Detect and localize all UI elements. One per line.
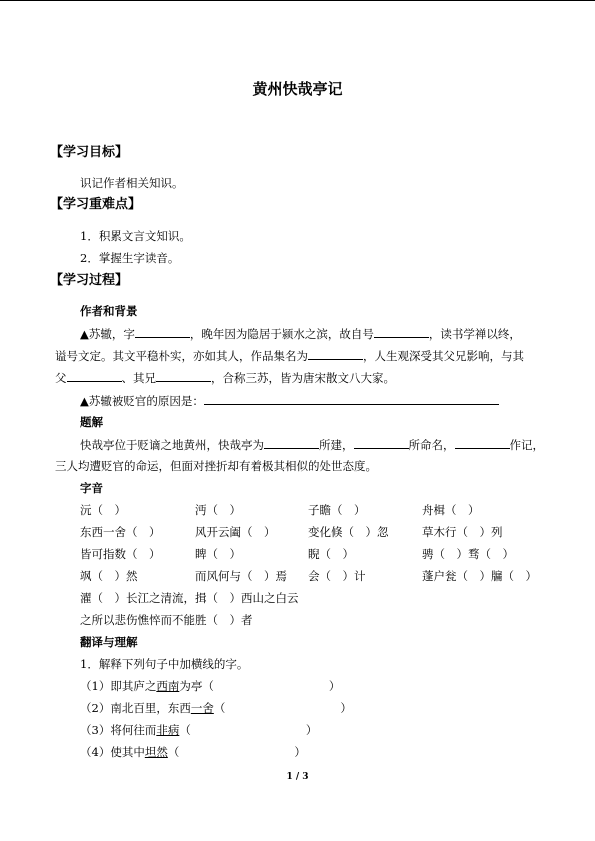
pronunciation-item: 睨（ ） (308, 547, 354, 561)
fill-blank-namer[interactable] (354, 437, 409, 449)
answer-bracket: （ ） (179, 723, 318, 737)
author-paragraph-line-1 (80, 326, 521, 341)
pronunciation-line-5: 濯（ ）长江之清流，揖（ ）西山之白云 (80, 591, 299, 605)
pronunciation-item: 东西一舍（ ） (80, 525, 161, 539)
author-background-heading: 作者和背景 (80, 304, 138, 318)
objectives-heading: 【学习目标】 (50, 145, 129, 160)
translation-question-1: 1．解释下列句子中加横线的字。 (80, 657, 249, 671)
underlined-word: 一舍 (190, 701, 214, 715)
translation-item-2 (80, 701, 352, 715)
pronunciation-item: 变化倏（ ）忽 (308, 525, 389, 539)
author-paragraph-line-3 (55, 370, 395, 385)
key-point-2: 2．掌握生字读音。 (80, 251, 180, 265)
pronunciation-item: 沅（ ） (80, 503, 126, 517)
page-top-border (0, 0, 595, 1)
text-segment: （3）将何往而 (80, 723, 157, 737)
explanation-heading: 题解 (80, 415, 103, 429)
process-heading: 【学习过程】 (50, 273, 129, 288)
text-segment: ，晚年因为隐居于颍水之滨，故自号 (189, 327, 374, 341)
text-segment: ，人生观深受其父兄影响，与其 (363, 349, 524, 363)
explanation-line-2: 三人均遭贬官的命运，但面对挫折却有着极其相似的处世态度。 (55, 459, 377, 473)
translation-item-3 (80, 723, 317, 737)
fill-blank-collection-name[interactable] (308, 348, 363, 360)
fill-blank-builder[interactable] (264, 437, 319, 449)
text-segment: 谥号文定。其文平稳朴实，亦如其人，作品集名为 (55, 349, 308, 363)
translation-item-4 (80, 745, 306, 759)
fill-blank-brother[interactable] (156, 370, 211, 382)
fill-blank-courtesy-name[interactable] (135, 326, 190, 338)
page-number: 1 / 3 (286, 772, 309, 782)
pronunciation-row-1 (80, 503, 560, 517)
underlined-word: 非病 (156, 723, 180, 737)
pronunciation-item: 皆可指数（ ） (80, 547, 161, 561)
pronunciation-item: 飒（ ）然 (80, 569, 138, 583)
text-segment: （4）使其中 (80, 745, 145, 759)
text-segment: ，读书学禅以终， (428, 327, 521, 341)
pronunciation-item: 睥（ ） (195, 547, 241, 561)
explanation-line-1 (80, 437, 544, 452)
answer-bracket: （ ） (213, 701, 352, 715)
key-points-heading: 【学习重难点】 (50, 197, 142, 212)
underlined-word: 西南 (156, 679, 180, 693)
text-segment: （1）即其庐之 (80, 679, 157, 693)
fill-blank-pen-name[interactable] (374, 326, 429, 338)
text-segment: ▲苏辙，字 (80, 327, 135, 341)
text-segment: 父 (55, 371, 67, 385)
author-paragraph-line-4 (80, 393, 499, 408)
text-segment: 作记， (509, 438, 544, 452)
text-segment: ，合称三苏，皆为唐宋散文八大家。 (211, 371, 395, 385)
text-segment: 、其兄 (121, 371, 156, 385)
text-segment: ▲苏辙被贬官的原因是： (80, 394, 204, 408)
pronunciation-item: 骋（ ）骛（ ） (422, 547, 514, 561)
pronunciation-item: 会（ ）计 (308, 569, 366, 583)
pronunciation-item: 而风何与（ ）焉 (195, 569, 287, 583)
pronunciation-item: 草木行（ ）列 (422, 525, 503, 539)
text-segment: （2）南北百里，东西 (80, 701, 191, 715)
text-segment: 所建， (319, 438, 354, 452)
key-point-1: 1．积累文言文知识。 (80, 229, 191, 243)
pronunciation-item: 风开云阖（ ） (195, 525, 276, 539)
pronunciation-line-6: 之所以悲伤憔悴而不能胜（ ）者 (80, 613, 253, 627)
pronunciation-item: 子瞻（ ） (308, 503, 366, 517)
pronunciation-item: 舟楫（ ） (422, 503, 480, 517)
pronunciation-heading: 字音 (80, 481, 103, 495)
fill-blank-writer[interactable] (455, 437, 510, 449)
pronunciation-row-2 (80, 525, 560, 539)
text-segment: 所命名， (408, 438, 455, 452)
document-title: 黄州快哉亭记 (252, 80, 343, 98)
pronunciation-item: 沔（ ） (195, 503, 241, 517)
translation-item-1 (80, 679, 340, 693)
translation-heading: 翻译与理解 (80, 635, 138, 649)
pronunciation-row-4 (80, 569, 560, 583)
objectives-text: 识记作者相关知识。 (80, 176, 184, 190)
fill-blank-demotion-reason[interactable] (204, 393, 499, 405)
answer-bracket: 为亭（ ） (179, 679, 341, 693)
text-segment: 快哉亭位于贬谪之地黄州，快哉亭为 (80, 438, 264, 452)
underlined-word: 坦然 (144, 745, 168, 759)
author-paragraph-line-2 (55, 348, 524, 363)
pronunciation-item: 蓬户瓮（ ）牖（ ） (422, 569, 537, 583)
fill-blank-father[interactable] (67, 370, 122, 382)
answer-bracket: （ ） (167, 745, 306, 759)
pronunciation-row-3 (80, 547, 560, 561)
